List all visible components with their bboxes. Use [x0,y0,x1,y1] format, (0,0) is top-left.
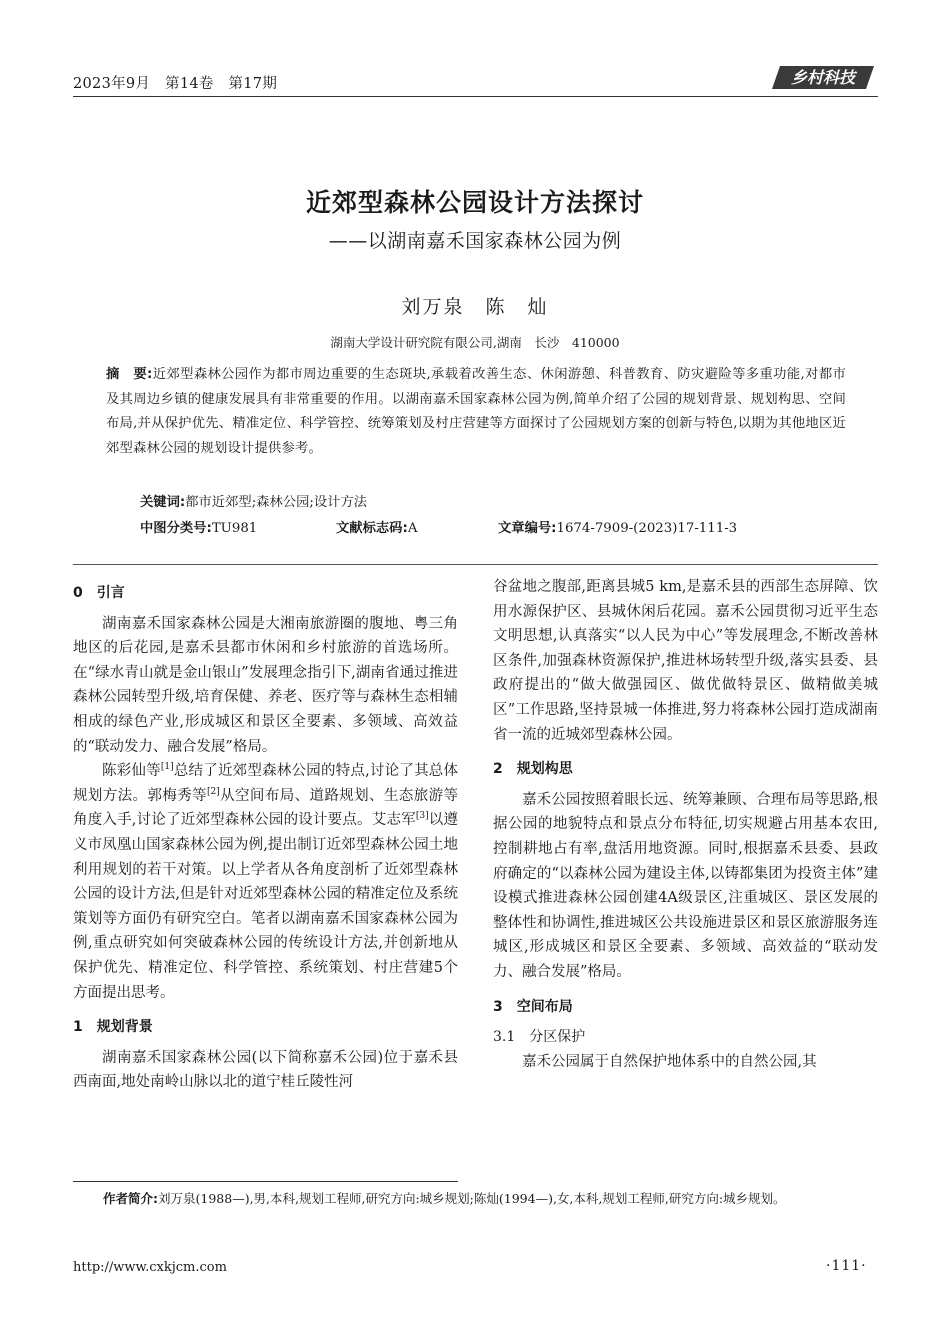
citation-2: [2] [207,786,220,797]
article-title: 近郊型森林公园设计方法探讨 [305,188,644,217]
article-no-label: 文章编号: [498,521,557,536]
section-3-title: 3 空间布局 [493,998,573,1015]
citation-3: [3] [415,811,429,822]
section-0-paragraph-2: 陈彩仙等[1]总结了近郊型森林公园的特点,讨论了其总体规划方法。郭梅秀等[2]从空间布局、道路规划、生态旅游等角度入手,讨论了近郊型森林公园的设计要点。艾志军[3]以遵义市凤凰山国家森林公园为例,提出制订近郊型森林公园土地利用规划的若干对策。以上学者从各角度剖析了近郊型森林公园的设计方法,但是针对近郊型森林公园的精准定位及系统策划等方面仍有研究空白。笔者以湖南嘉禾国家森林公园为例,重点研究如何突破森林公园的传统设计方法,并创新地从保护优先、精准定位、科学管控、系统策划、村庄营建5个方面提出思考。 [73,762,459,1001]
section-1-paragraph-1: 湖南嘉禾国家森林公园(以下简称嘉禾公园)位于嘉禾县西南面,地处南岭山脉以北的道宁桂丘陵性河 [73,1049,458,1091]
footnote-rule [73,1181,458,1182]
journal-url[interactable]: http://www.cxkjcm.com [73,1260,227,1275]
author-footnote [73,1188,878,1210]
section-0-title: 0 引言 [73,585,125,601]
section-1-paragraph-1-continued: 谷盆地之腹部,距离县城5 km,是嘉禾县的西部生态屏障、饮用水源保护区、县城休闲后花园。嘉禾公园贯彻习近平生态文明思想,认真落实“以人民为中心”等发展理念,不断改善林区条件,加强森林资源保护,推进林场转型升级,落实县委、县政府提出的“做大做强园区、做优做特景区、做精做美城区”工作思路,坚持景城一体推进,努力将森林公园打造成湖南省一流的近城郊型森林公园。 [493,579,878,743]
clc-value: TU981 [211,521,258,536]
right-column [493,575,878,1074]
section-3-1-title: 3.1 分区保护 [493,1029,586,1046]
abstract-text: 近郊型森林公园作为都市周边重要的生态斑块,承载着改善生态、休闲游憩、科普教育、防灾避险等多重功能,对都市及其周边乡镇的健康发展具有非常重要的作用。以湖南嘉禾国家森林公园为例,简单介绍了公园的规划背景、规划构思、空间布局,并从保护优先、精准定位、科学管控、统筹策划及村庄营建等方面探讨了公园规划方案的创新与特色,以期为其他地区近郊型森林公园的规划设计提供参考。 [106,367,846,457]
section-2-title: 2 规划构思 [493,761,573,778]
citation-1: [1] [160,762,174,773]
authors: 刘万泉 陈 灿 [401,296,549,318]
issue-info: 2023年9月 第14卷 第17期 [73,76,278,92]
doc-code-value: A [407,521,418,536]
footnote-label: 作者简介: [103,1191,158,1206]
footnote-text: 刘万泉(1988—),男,本科,规划工程师,研究方向:城乡规划;陈灿(1994—),女,本科,规划工程师,研究方向:城乡规划。 [158,1191,786,1206]
section-1-title: 1 规划背景 [73,1019,153,1036]
section-2-paragraph-1: 嘉禾公园按照着眼长远、统筹兼顾、合理布局等思路,根据公园的地貌特点和景点分布特征,切实规避占用基本农田,控制耕地占有率,盘活用地资源。同时,根据嘉禾县委、县政府确定的“以森林公园为建设主体,以铸都集团为投资主体”建设模式推进森林公园创建4A级景区,注重城区、景区发展的整体性和协调性,推进城区公共设施进景区和景区旅游服务连城区,形成城区和景区全要素、多领域、高效益的“联动发力、融合发展”格局。 [493,791,878,980]
affiliation: 湖南大学设计研究院有限公司,湖南 长沙 410000 [330,335,620,350]
doc-code-item [336,517,417,536]
logo-text: 乡村科技 [790,68,856,87]
abstract [106,363,846,462]
article-no-item [498,517,737,536]
section-0-paragraph-1: 湖南嘉禾国家森林公园是大湘南旅游圈的腹地、粤三角地区的后花园,是嘉禾县都市休闲和乡村旅游的首选场所。在“绿水青山就是金山银山”发展理念指引下,湖南省通过推进森林公园转型升级,培育保健、养老、医疗等与森林生态相辅相成的绿色产业,形成城区和景区全要素、多领域、高效益的“联动发力、融合发展”格局。 [73,615,458,755]
article-subtitle: ——以湖南嘉禾国家森林公园为例 [328,230,622,252]
keywords-label: 关键词: [140,495,186,510]
section-3-1-paragraph-1: 嘉禾公园属于自然保护地体系中的自然公园,其 [522,1053,817,1070]
abstract-rule [73,564,878,565]
header-rule [73,96,878,97]
doc-code-label: 文献标志码: [336,521,408,536]
page-number: ·111· [826,1258,867,1274]
article-no-value: 1674-7909-(2023)17-111-3 [556,521,738,536]
clc-item [140,517,257,536]
journal-logo [770,64,876,91]
clc-label: 中图分类号: [140,521,212,536]
abstract-label: 摘 要: [106,367,153,382]
keywords-text: 都市近郊型;森林公园;设计方法 [185,495,368,510]
left-column [73,575,458,1095]
keywords [140,491,367,510]
